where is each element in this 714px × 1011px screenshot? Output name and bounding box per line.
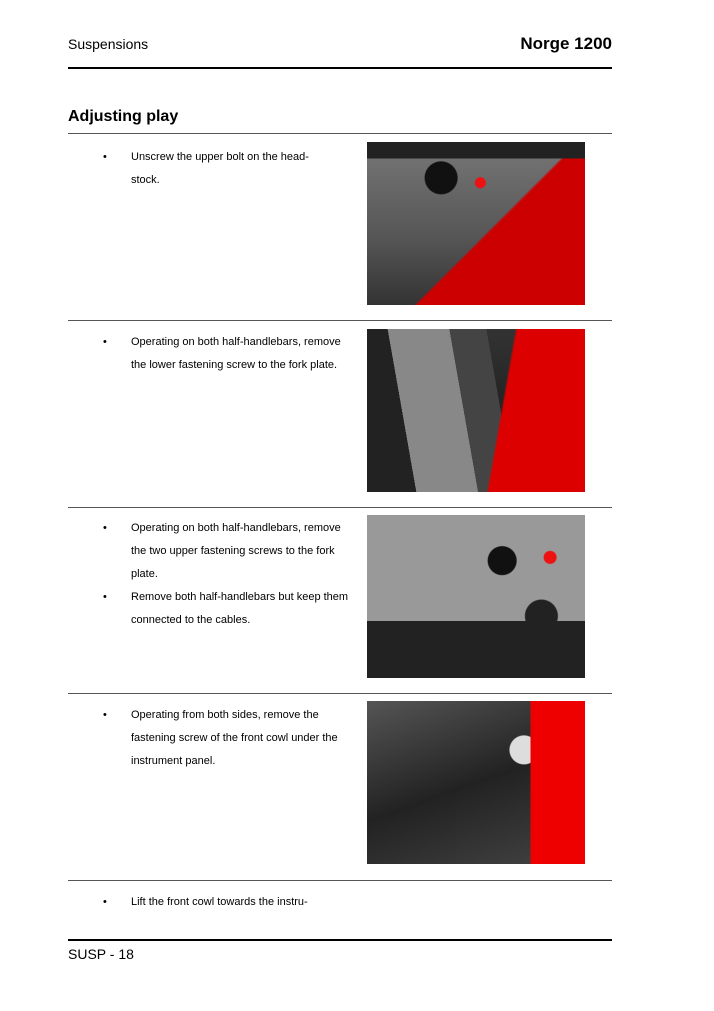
header-section: Suspensions	[68, 36, 149, 52]
bullet-item: • Unscrew the upper bolt on the head-stock.	[68, 146, 358, 192]
bullet-item: • Operating on both half-handlebars, remove the two upper fastening screws to the fork plate.	[68, 517, 358, 586]
photo-upper-fastening-screws	[367, 515, 585, 678]
bullet-item: • Remove both half-handlebars but keep them connected to the cables.	[68, 586, 358, 632]
divider	[68, 507, 612, 508]
divider	[68, 320, 612, 321]
header-rule	[68, 67, 612, 69]
page-title: Adjusting play	[68, 108, 179, 125]
bullet-item: • Operating on both half-handlebars, remove the lower fastening screw to the fork plate.	[68, 331, 358, 377]
divider	[68, 133, 612, 134]
page-number: SUSP - 18	[68, 946, 134, 962]
photo-headstock-bolt	[367, 142, 585, 305]
photo-lower-fastening-screw	[367, 329, 585, 492]
bullet-item: • Operating from both sides, remove the fastening screw of the front cowl under the instrument panel.	[68, 704, 358, 773]
divider	[68, 880, 612, 881]
photo-front-cowl-screw	[367, 701, 585, 864]
footer-rule	[68, 939, 612, 941]
divider	[68, 693, 612, 694]
bullet-item: • Lift the front cowl towards the instru-	[68, 891, 358, 914]
header-model: Norge 1200	[520, 34, 612, 53]
